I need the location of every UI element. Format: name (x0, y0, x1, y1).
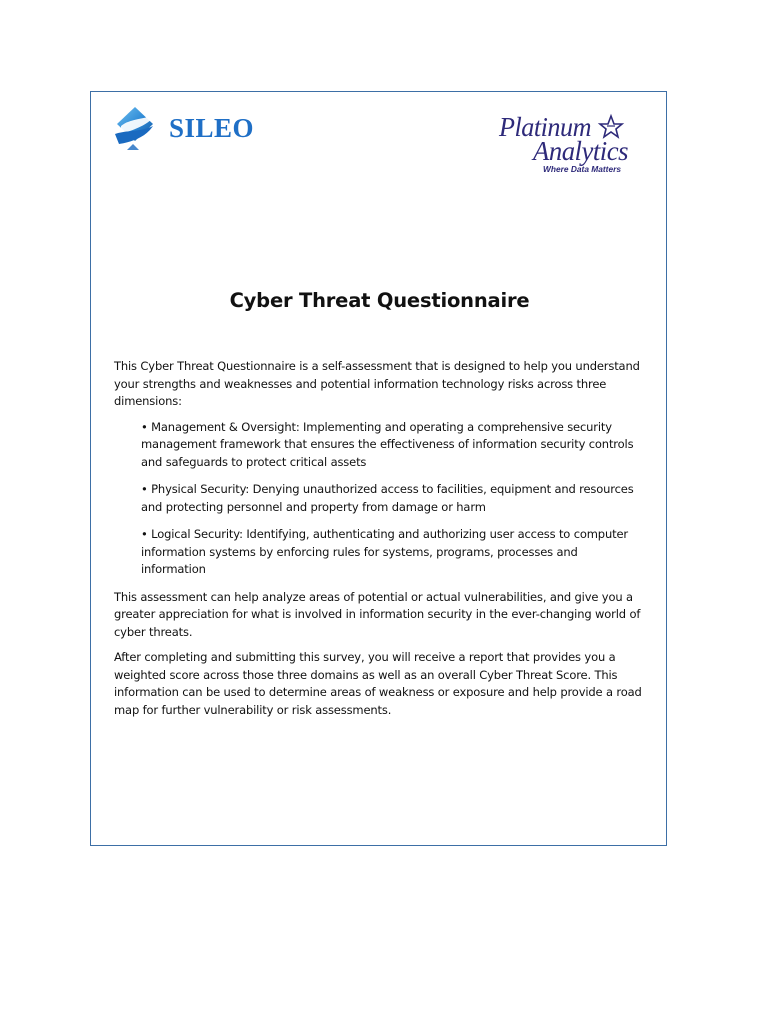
list-item: • Physical Security: Denying unauthorized access to facilities, equipment and resources and protecting personnel and property from damage or harm (141, 481, 644, 516)
sileo-diamond-icon (115, 107, 157, 150)
sileo-logo-text: SILEO (169, 113, 255, 143)
platinum-logo-line2: Analytics (531, 136, 628, 166)
list-item: • Logical Security: Identifying, authenticating and authorizing user access to computer information systems by enforcing rules for systems, programs, processes and information (141, 526, 644, 579)
platinum-analytics-logo (497, 102, 633, 178)
star-icon (600, 116, 622, 137)
document-body (114, 358, 644, 727)
document-page (90, 91, 667, 846)
platinum-logo-line1: Platinum (498, 112, 591, 142)
report-paragraph: After completing and submitting this survey, you will receive a report that provides you a weighted score across those three domains as well as an overall Cyber Threat Score. This information can be used to determine areas of weakness or exposure and help provide a road map for further vulnerability or risk assessments. (114, 650, 642, 717)
list-item: • Management & Oversight: Implementing and operating a comprehensive security management framework that ensures the effectiveness of information security controls and safeguards to protect critical assets (141, 419, 644, 472)
sileo-logo (113, 104, 293, 152)
document-title: Cyber Threat Questionnaire (229, 289, 530, 312)
dimensions-list (114, 419, 644, 579)
platinum-logo-tagline: Where Data Matters (543, 165, 622, 174)
intro-paragraph: This Cyber Threat Questionnaire is a self-assessment that is designed to help you understand your strengths and weaknesses and potential information technology risks across three dimensions: (114, 359, 640, 408)
assessment-paragraph: This assessment can help analyze areas of potential or actual vulnerabilities, and give you a greater appreciation for what is involved in information security in the ever-changing world of cyber threats. (114, 589, 641, 639)
